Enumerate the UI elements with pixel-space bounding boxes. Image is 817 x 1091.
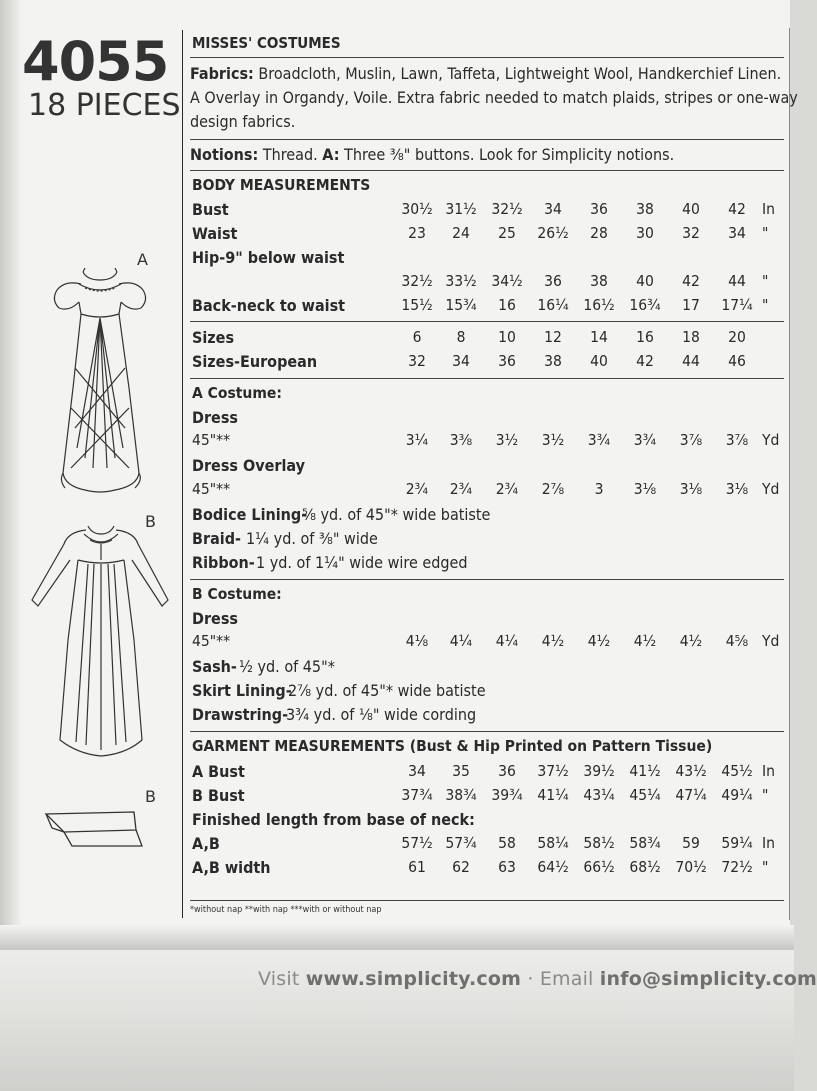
unit-label: " [762,224,769,242]
sizes-cell: 18 [682,328,700,346]
footer-website[interactable]: www.simplicity.com [305,968,522,990]
hip-cell: 42 [682,272,700,290]
fabrics-text-1: Broadcloth, Muslin, Lawn, Taffeta, Lightweight Wool, Handkerchief Linen. [258,64,782,83]
divider [190,731,784,732]
a-dress-label: Dress [192,408,238,427]
hip-cell: 33½ [445,272,477,290]
hip-cell: 36 [544,272,562,290]
back-neck-cell: 16 [498,296,516,314]
sash-text: ½ yd. of 45"* [239,657,335,676]
a-dress-cell: 3⅜ [449,431,473,449]
unit-label: " [762,786,769,804]
ab-length-cell: 59 [682,834,700,852]
sizes-cell: 8 [456,328,466,346]
a-overlay-label: Dress Overlay [192,456,305,475]
garment-measurements-heading: GARMENT MEASUREMENTS (Bust & Hip Printed on Pattern Tissue) [192,737,713,755]
hip-cell: 40 [636,272,654,290]
ab-length-cell: 58¾ [629,834,661,852]
ab-width-cell: 62 [452,858,470,876]
a-bust-cell: 45½ [721,762,753,780]
bodice-lining-label: Bodice Lining- [192,505,308,524]
a-dress-cell: 3¾ [633,431,657,449]
dress-a-illustration [45,268,155,500]
sizes-european-cell: 44 [682,352,700,370]
sizes-european-cell: 38 [544,352,562,370]
notions-label: Notions: [190,145,259,164]
waist-cell: 26½ [537,224,569,242]
unit-label: Yd [762,632,780,650]
row-label-sizes-european: Sizes-European [192,352,318,371]
b-bust-cell: 39¾ [491,786,523,804]
b-dress-cell: 4½ [541,632,565,650]
column-divider [182,30,183,918]
a-dress-cell: 3⅞ [725,431,749,449]
b-bust-cell: 37¾ [401,786,433,804]
unit-label: In [762,200,775,218]
unit-label: Yd [762,431,780,449]
row-label-waist: Waist [192,224,238,243]
ab-width-cell: 63 [498,858,516,876]
b-bust-cell: 47¼ [675,786,707,804]
bust-cell: 32½ [491,200,523,218]
view-label-a: A [137,250,148,269]
a-overlay-cell: 3⅛ [725,480,749,498]
b-costume-heading: B Costume: [192,585,282,603]
a-bust-cell: 37½ [537,762,569,780]
divider [190,57,784,58]
row-label-back-neck: Back-neck to waist [192,296,346,315]
back-neck-cell: 16¾ [629,296,661,314]
a-overlay-cell: 3⅛ [633,480,657,498]
unit-label: In [762,834,775,852]
sizes-european-cell: 34 [452,352,470,370]
sizes-cell: 10 [498,328,516,346]
footer-contact [258,968,817,990]
fabrics-line-2: A Overlay in Organdy, Voile. Extra fabric needed to match plaids, stripes or one-way [190,88,798,107]
footer-email[interactable]: info@simplicity.com [599,968,817,990]
bodice-lining-text: ⅝ yd. of 45"* wide batiste [302,505,491,524]
divider [190,139,784,140]
row-label-bust: Bust [192,200,229,219]
b-bust-cell: 43¼ [583,786,615,804]
b-bust-cell: 49¼ [721,786,753,804]
sizes-cell: 16 [636,328,654,346]
ab-length-cell: 58¼ [537,834,569,852]
a-dress-cell: 3¾ [587,431,611,449]
unit-label: In [762,762,775,780]
ab-length-cell: 57½ [401,834,433,852]
b-dress-label: Dress [192,609,238,628]
notions-text-b: Three ⅜" buttons. Look for Simplicity notions. [344,145,675,164]
braid-text: 1¼ yd. of ⅜" wide [246,529,378,548]
bust-cell: 40 [682,200,700,218]
a-overlay-cell: 2¾ [449,480,473,498]
pieces-count: 18 PIECES [28,88,181,123]
a-overlay-cell: 2¾ [495,480,519,498]
bust-cell: 38 [636,200,654,218]
a-dress-cell: 3½ [541,431,565,449]
braid-label: Braid- [192,529,241,548]
hip-cell: 38 [590,272,608,290]
skirt-lining-text: 2⅞ yd. of 45"* wide batiste [288,681,486,700]
a-dress-cell: 3½ [495,431,519,449]
a-bust-cell: 41½ [629,762,661,780]
a-overlay-cell: 2¾ [405,480,429,498]
b-dress-cell: 4½ [679,632,703,650]
a-costume-heading: A Costume: [192,384,282,402]
unit-label: " [762,858,769,876]
a-overlay-width: 45"** [192,480,231,498]
b-bust-cell: 41¼ [537,786,569,804]
page-shadow-left [0,0,22,935]
back-neck-cell: 17¼ [721,296,753,314]
ab-width-cell: 68½ [629,858,661,876]
waist-cell: 32 [682,224,700,242]
a-overlay-cell: 3 [594,480,604,498]
ab-length-cell: 59¼ [721,834,753,852]
a-bust-cell: 34 [408,762,426,780]
ab-width-cell: 64½ [537,858,569,876]
b-dress-cell: 4¼ [449,632,473,650]
b-dress-cell: 4⅝ [725,632,749,650]
dress-b-illustration [28,520,173,762]
divider [190,321,784,322]
view-label-b: B [145,512,156,531]
bust-cell: 42 [728,200,746,218]
b-dress-cell: 4⅛ [405,632,429,650]
body-measurements-heading: BODY MEASUREMENTS [192,176,371,194]
drawstring-label: Drawstring- [192,705,289,724]
bust-cell: 30½ [401,200,433,218]
a-bust-cell: 39½ [583,762,615,780]
a-dress-cell: 3⅞ [679,431,703,449]
costume-title: MISSES' COSTUMES [192,34,341,52]
waist-cell: 24 [452,224,470,242]
b-dress-width: 45"** [192,632,231,650]
back-neck-cell: 16½ [583,296,615,314]
back-neck-cell: 17 [682,296,700,314]
drawstring-text: 3¾ yd. of ⅛" wide cording [286,705,477,724]
notions-line [190,145,674,164]
ab-width-cell: 66½ [583,858,615,876]
ab-width-cell: 72½ [721,858,753,876]
ab-length-cell: 58 [498,834,516,852]
divider [190,579,784,580]
notions-bold-a: A: [322,145,340,164]
hip-cell: 32½ [401,272,433,290]
sizes-european-cell: 32 [408,352,426,370]
fabrics-line-1 [190,64,781,83]
unit-label: " [762,296,769,314]
sizes-european-cell: 46 [728,352,746,370]
ribbon-text: 1 yd. of 1¼" wide wire edged [256,553,468,572]
waist-cell: 25 [498,224,516,242]
waist-cell: 34 [728,224,746,242]
a-dress-width: 45"** [192,431,231,449]
a-dress-cell: 3¼ [405,431,429,449]
ribbon-label: Ribbon- [192,553,255,572]
sizes-european-cell: 36 [498,352,516,370]
sizes-cell: 14 [590,328,608,346]
skirt-lining-label: Skirt Lining- [192,681,292,700]
a-overlay-cell: 2⅞ [541,480,565,498]
a-bust-cell: 35 [452,762,470,780]
sash-label: Sash- [192,657,237,676]
b-bust-cell: 38¾ [445,786,477,804]
ab-width-cell: 61 [408,858,426,876]
sizes-european-cell: 40 [590,352,608,370]
waist-cell: 23 [408,224,426,242]
bust-cell: 34 [544,200,562,218]
row-label-hip: Hip-9" below waist [192,248,345,267]
row-label-sizes: Sizes [192,328,235,347]
notions-text-a: Thread. [262,145,318,164]
back-neck-cell: 16¼ [537,296,569,314]
footnote: *without nap **with nap ***with or without nap [190,905,382,915]
unit-label: Yd [762,480,780,498]
hip-cell: 34½ [491,272,523,290]
bust-cell: 36 [590,200,608,218]
sizes-cell: 12 [544,328,562,346]
ab-length-cell: 57¾ [445,834,477,852]
bust-cell: 31½ [445,200,477,218]
footer-email-label: · Email [527,968,594,990]
row-label-b-bust: B Bust [192,786,245,805]
divider [190,170,784,171]
ab-width-cell: 70½ [675,858,707,876]
finished-length-heading: Finished length from base of neck: [192,810,475,829]
ab-length-cell: 58½ [583,834,615,852]
sizes-european-cell: 42 [636,352,654,370]
pattern-number: 4055 [22,30,169,93]
fabrics-line-3: design fabrics. [190,112,296,131]
b-bust-cell: 45¼ [629,786,661,804]
row-label-ab-width: A,B width [192,858,271,877]
sizes-cell: 20 [728,328,746,346]
b-dress-cell: 4¼ [495,632,519,650]
sash-illustration [44,808,144,852]
unit-label: " [762,272,769,290]
waist-cell: 28 [590,224,608,242]
back-neck-cell: 15¾ [445,296,477,314]
right-border [789,28,790,920]
b-dress-cell: 4½ [633,632,657,650]
sizes-cell: 6 [412,328,422,346]
view-label-b-sash: B [145,787,156,806]
footer-visit: Visit [258,968,300,990]
a-bust-cell: 43½ [675,762,707,780]
a-bust-cell: 36 [498,762,516,780]
row-label-a-bust: A Bust [192,762,245,781]
back-neck-cell: 15½ [401,296,433,314]
waist-cell: 30 [636,224,654,242]
row-label-ab: A,B [192,834,220,853]
hip-cell: 44 [728,272,746,290]
fabrics-label: Fabrics: [190,64,254,83]
divider [190,378,784,379]
b-dress-cell: 4½ [587,632,611,650]
divider [190,900,784,901]
a-overlay-cell: 3⅛ [679,480,703,498]
